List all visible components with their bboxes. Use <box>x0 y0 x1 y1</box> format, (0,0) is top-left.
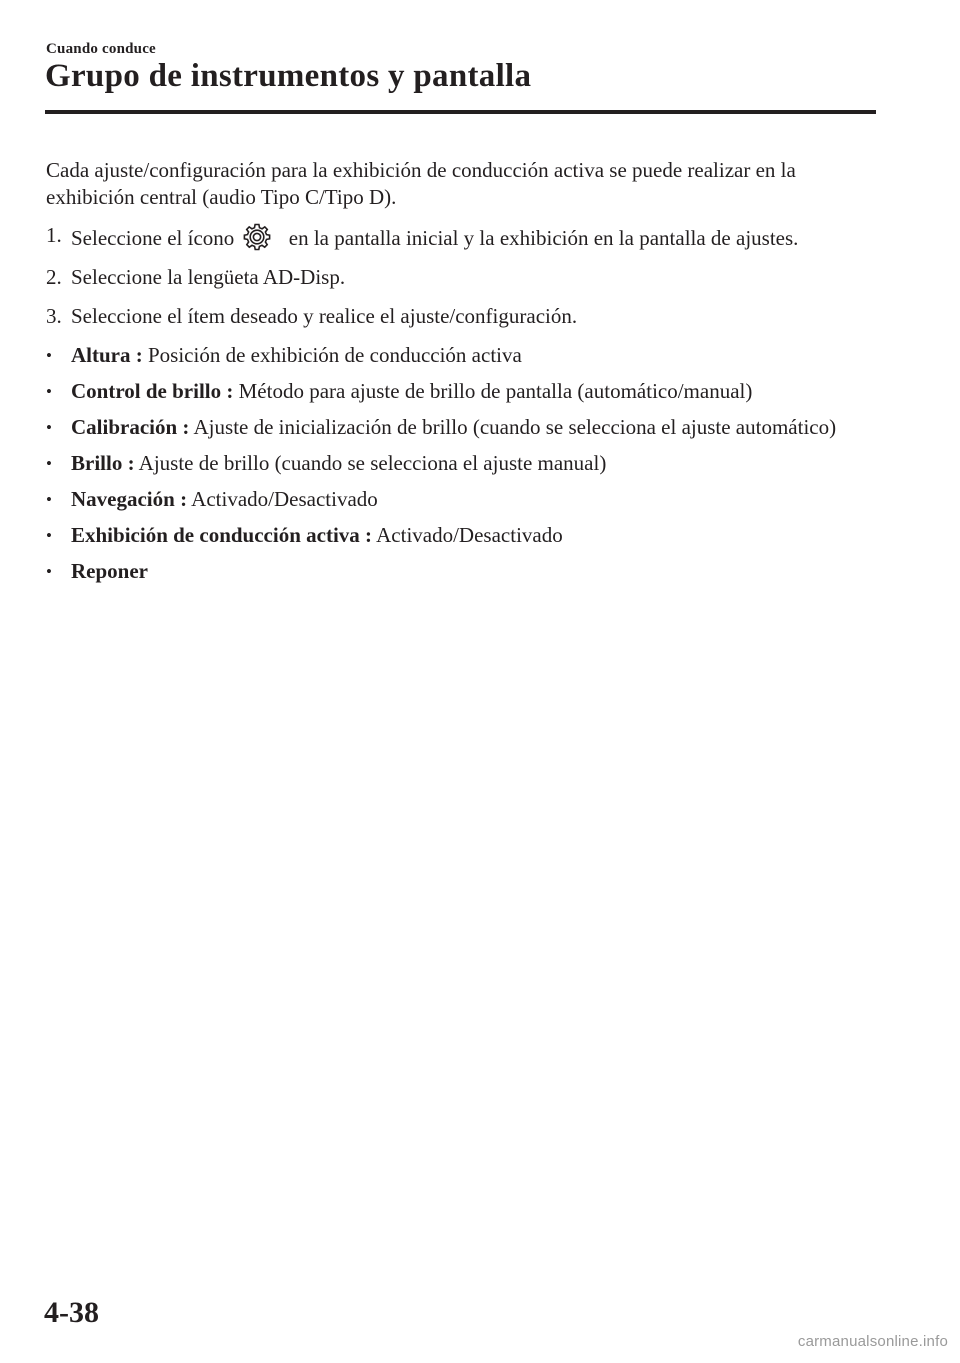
list-item <box>46 342 876 369</box>
bullet-icon: • <box>46 454 52 473</box>
list-item <box>46 558 876 585</box>
list-item <box>46 450 876 477</box>
bullet-text <box>71 378 752 405</box>
bullet-description: Activado/Desactivado <box>191 487 378 511</box>
watermark: carmanualsonline.info <box>797 1333 948 1350</box>
bullet-text <box>71 414 836 441</box>
step-number: 1. <box>46 223 62 247</box>
step-item <box>46 264 876 291</box>
bullet-text <box>71 522 563 549</box>
bullet-icon: • <box>46 418 52 437</box>
bullet-label: Calibración : <box>71 415 190 439</box>
settings-bullet-list <box>46 342 876 585</box>
bullet-icon: • <box>46 562 52 581</box>
step-text: Seleccione el ítem deseado y realice el ajuste/configuración. <box>71 304 578 328</box>
step-number: 2. <box>46 265 62 289</box>
bullet-text <box>71 450 606 477</box>
bullet-label: Altura : <box>71 343 143 367</box>
intro-paragraph: Cada ajuste/configuración para la exhibición de conducción activa se puede realizar en la exhibición central (audio Tipo C/Tipo D). <box>46 158 796 209</box>
bullet-label: Brillo : <box>71 451 135 475</box>
bullet-icon: • <box>46 490 52 509</box>
bullet-description: Ajuste de brillo (cuando se selecciona el ajuste manual) <box>138 451 607 475</box>
bullet-label: Exhibición de conducción activa : <box>71 523 373 547</box>
list-item <box>46 522 876 549</box>
bullet-label: Navegación : <box>71 487 188 511</box>
bullet-description: Posición de exhibición de conducción activa <box>148 343 522 367</box>
step-item <box>46 222 876 252</box>
step-item <box>46 303 876 330</box>
step-number: 3. <box>46 304 62 328</box>
step-text-after: en la pantalla inicial y la exhibición en la pantalla de ajustes. <box>288 226 799 250</box>
bullet-text <box>71 342 522 369</box>
bullet-description: Método para ajuste de brillo de pantalla (automático/manual) <box>238 379 753 403</box>
step-text-before: Seleccione el ícono <box>71 226 235 250</box>
section-label: Cuando conduce <box>46 41 156 57</box>
steps-list <box>46 222 876 330</box>
bullet-icon: • <box>46 346 52 365</box>
step-text <box>71 222 798 252</box>
page-number: 4-38 <box>44 1296 99 1329</box>
bullet-label: Reponer <box>71 559 148 583</box>
bullet-text <box>71 558 148 585</box>
bullet-icon: • <box>46 526 52 545</box>
list-item <box>46 414 876 441</box>
list-item <box>46 486 876 513</box>
bullet-text <box>71 486 378 513</box>
bullet-description: Ajuste de inicialización de brillo (cuando se selecciona el ajuste automático) <box>193 415 837 439</box>
step-text: Seleccione la lengüeta AD-Disp. <box>71 265 346 289</box>
list-item <box>46 378 876 405</box>
page-title: Grupo de instrumentos y pantalla <box>45 58 532 94</box>
bullet-icon: • <box>46 382 52 401</box>
title-divider <box>45 110 876 114</box>
gear-icon <box>242 222 272 252</box>
bullet-label: Control de brillo : <box>71 379 234 403</box>
content-body <box>46 157 876 594</box>
bullet-description: Activado/Desactivado <box>376 523 563 547</box>
